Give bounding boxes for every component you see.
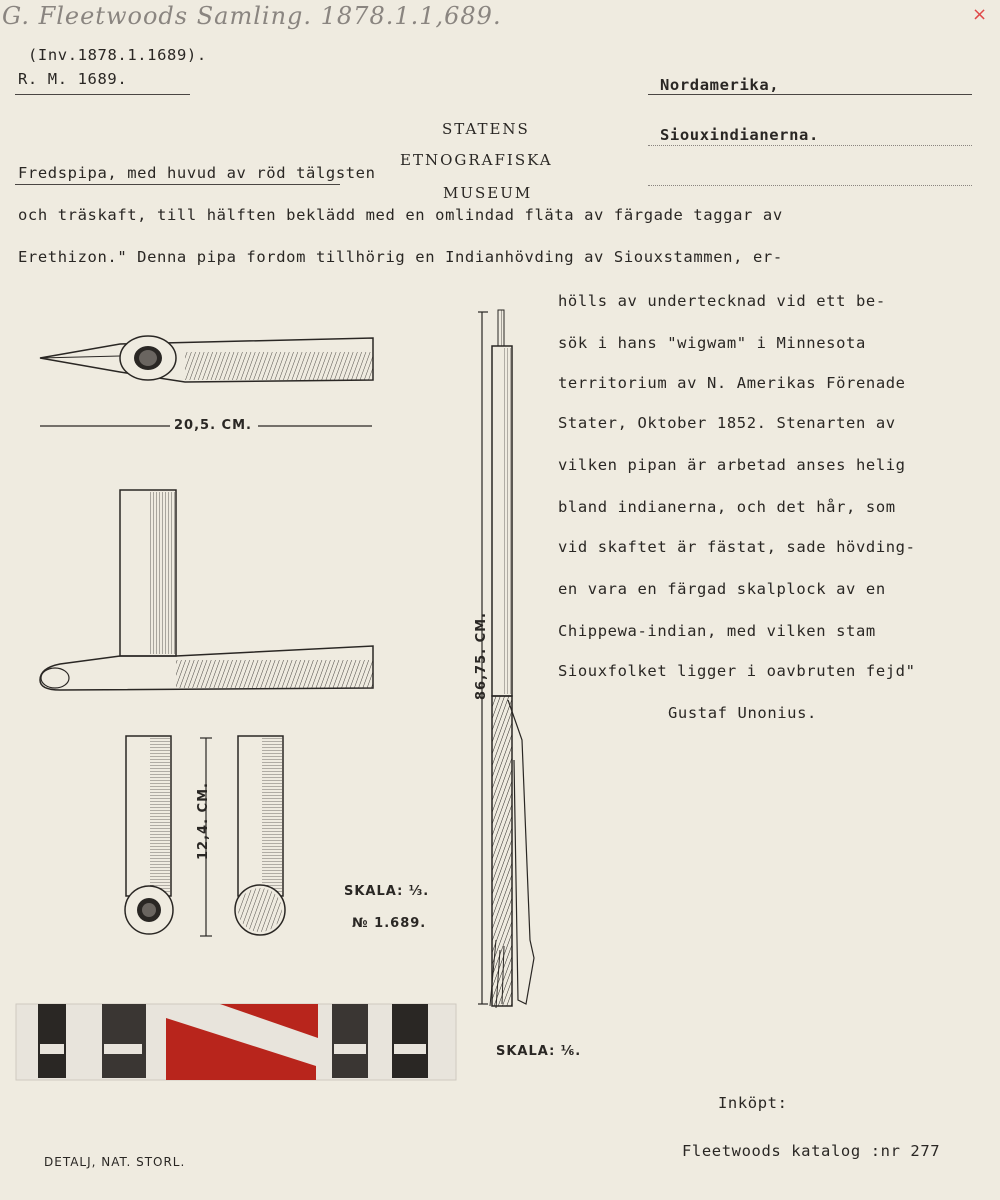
- description-col-8: en vara en färgad skalplock av en: [558, 580, 886, 598]
- description-line-2: och träskaft, till hälften beklädd med en omlindad fläta av färgade taggar av: [18, 206, 783, 224]
- description-line-1: Fredspipa, med huvud av röd tälgsten: [18, 164, 376, 182]
- head-length-dimension: 20,5. CM.: [174, 418, 252, 433]
- stem-scale: SKALA: ⅙.: [496, 1044, 582, 1059]
- description-col-7: vid skaftet är fästat, sade hövding-: [558, 538, 916, 556]
- detail-caption: DETALJ, NAT. STORL.: [44, 1155, 186, 1169]
- description-col-3: territorium av N. Amerikas Förenade: [558, 374, 906, 392]
- description-col-5: vilken pipan är arbetad anses helig: [558, 456, 906, 474]
- description-col-9: Chippewa-indian, med vilken stam: [558, 622, 876, 640]
- handwritten-reference: G. Fleetwoods Samling. 1878.1.1,689.: [2, 2, 502, 30]
- stem-length-dimension: 86,75. CM.: [474, 612, 489, 700]
- description-col-6: bland indianerna, och det hår, som: [558, 498, 896, 516]
- purchased-label: Inköpt:: [718, 1094, 788, 1112]
- description-col-1: hölls av undertecknad vid ett be-: [558, 292, 886, 310]
- stamp-line-1: STATENS: [442, 120, 530, 138]
- region-label: Nordamerika,: [660, 76, 780, 94]
- close-icon[interactable]: ×: [972, 4, 988, 25]
- quill-detail-strip: [16, 1004, 456, 1080]
- rm-number: R. M. 1689.: [18, 70, 128, 88]
- description-col-2: sök i hans "wigwam" i Minnesota: [558, 334, 866, 352]
- description-col-10: Siouxfolket ligger i oavbruten fejd": [558, 662, 916, 680]
- object-number: № 1.689.: [352, 916, 427, 931]
- inventory-number: (Inv.1878.1.1689).: [28, 46, 207, 64]
- stamp-line-2: ETNOGRAFISKA: [400, 151, 553, 169]
- stamp-line-3: MUSEUM: [443, 184, 533, 202]
- description-col-4: Stater, Oktober 1852. Stenarten av: [558, 414, 896, 432]
- signature: Gustaf Unonius.: [668, 704, 817, 722]
- pipe-head-side-view: [40, 336, 373, 382]
- pipe-head-t-view: [40, 490, 373, 690]
- head-height-dimension: 12,4. CM.: [196, 782, 211, 860]
- people-label: Siouxindianerna.: [660, 126, 819, 144]
- description-line-3: Erethizon." Denna pipa fordom tillhörig en Indianhövding av Siouxstammen, er-: [18, 248, 783, 266]
- head-scale: SKALA: ⅓.: [344, 884, 430, 899]
- catalog-reference: Fleetwoods katalog :nr 277: [682, 1142, 941, 1160]
